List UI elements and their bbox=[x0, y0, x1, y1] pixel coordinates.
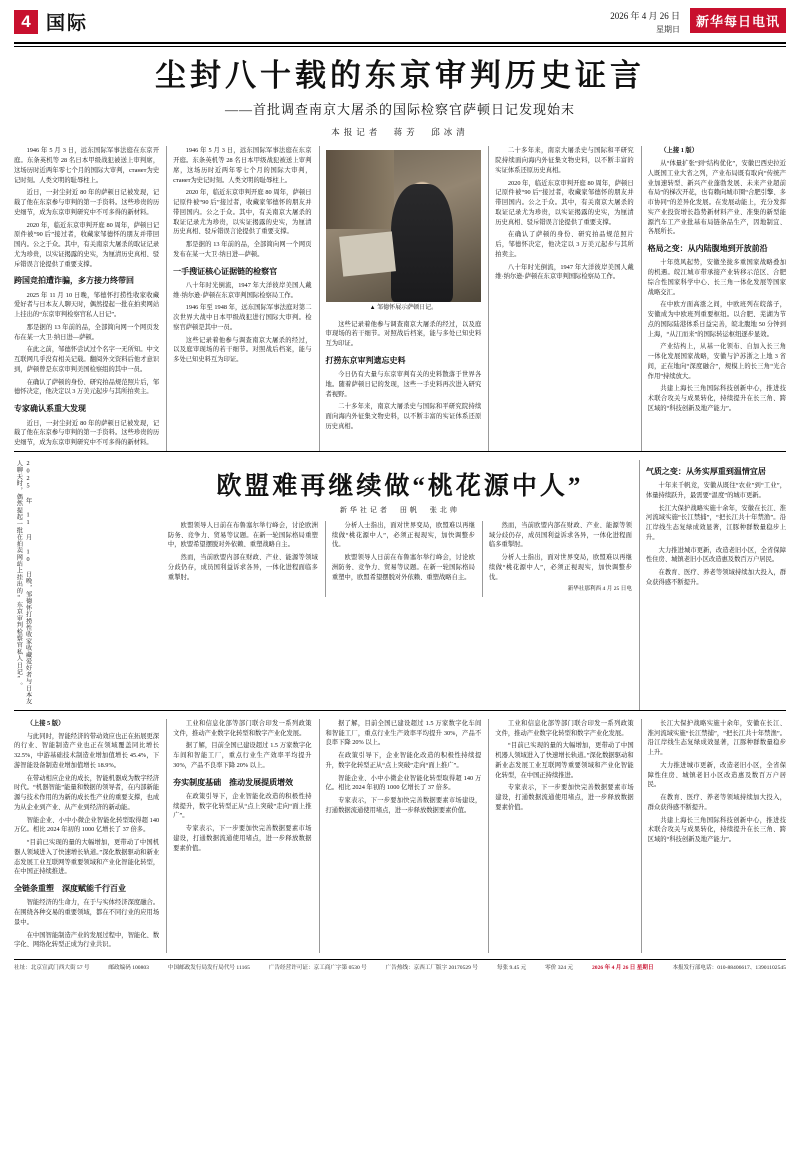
bm-p4: 专家表示，下一步要加快完善数据要素市场建设，打通数据流通使用堵点，进一步释放数据要素价值。 bbox=[173, 825, 312, 852]
footer-tel: 广告热线：京西工厂版字 20170529 号 bbox=[385, 965, 478, 972]
bl-sub-title: 全链条重塑 深度赋能千行百业 bbox=[14, 884, 126, 894]
c4-para-4: 八十年时光倒流，1947 年大洋彼岸美国人戴维·纳尔逊·萨顿在东京审判国际检察局工作。 bbox=[495, 263, 634, 281]
bottom-col-5 bbox=[641, 719, 786, 953]
masthead-rule-thin bbox=[14, 46, 786, 47]
second-p2: 然而，当前欧盟内部在财政、产业、能源等领域分歧仍存，成员国利益诉求各异，一体化进程面临多重掣肘。 bbox=[167, 554, 318, 581]
sub2-para-2: 1946 年至 1948 年，远东国际军事法庭对第二次世界大战中日本甲级战犯进行国际大审判。检察官萨顿是其中一员。 bbox=[173, 304, 312, 331]
second-p3: 分析人士指出，面对世界变局，欧盟难以再继续做“桃花源中人”，必须正视现实，加快调整步伐。 bbox=[331, 521, 475, 549]
photo-document-shape bbox=[339, 231, 396, 276]
right-s1-p1: 十年奠风起势，安徽坐拢多重国家战略叠加的机遇。皖江城市带承接产业转移示范区、合肥综合性国家科学中心、长三角一体化发展等国家战略交汇。 bbox=[647, 259, 786, 296]
second-p5: 然而，当前欧盟内部在财政、产业、能源等领域分歧仍存，成员国利益诉求各异，一体化进程面临多重掣肘。 bbox=[488, 521, 632, 549]
bl-p2: 在带动相应企业的成长，智能机器成为数字经济时代。“机器智能”能量和数据的领导者，在内部新能源与技术作用的为新的成长性产业的重要支撑，也成为从企业到产业、从产业到经济的新动能。 bbox=[14, 774, 160, 811]
sub1-para-3: 在此之前，邹德怀尝试过个名字一无所知。中文互联网几乎没有相关记载。翻阅外文资料后他才意识到，萨顿曾是东京审判美国检察组的其中一员。 bbox=[14, 346, 160, 373]
footer-weight: 每张 9.45 元 bbox=[496, 965, 527, 972]
second-p1: 欧盟领导人日前在布鲁塞尔举行峰会，讨论欧洲防务、竞争力、贸易等议题。在新一轮国际格局重塑中，欧盟希望摆脱对外依赖、重塑战略自主。 bbox=[167, 521, 318, 549]
right-s1-p2: 在中欧方面高涨之间，中欧班列在皖落子，安徽成为中欧班列重要枢纽。以合肥、芜湖为节点的国际陆港体系日益完善，皖北腹地 50 分钟到上海，“从江而来”的国际转运枢纽逐步显效。 bbox=[647, 301, 786, 338]
sub3-para-1: 今日仍有大量与东京审判有关的史料散落于世界各地。随着萨顿日记的发现，这些一手史料再次进入研究者视野。 bbox=[325, 371, 482, 398]
sub-section-3-title: 打捞东京审判遗忘史料 bbox=[325, 355, 406, 365]
section-title: 国际 bbox=[46, 13, 89, 34]
right-s2-p2: 长江大保护战略实施十余年，安徽在长江、淮河流域实施“长江禁捕”，“把长江共十年禁渔”。沿江岸线生态复绿成效显著，江豚种群数量稳步上升。 bbox=[645, 504, 786, 541]
be-p1: 长江大保护战略实施十余年，安徽在长江、淮河流域实施“长江禁捕”，“把长江共十年禁渔”。沿江岸线生态复绿成效显著，江豚种群数量稳步上升。 bbox=[647, 719, 786, 757]
bl-p1: 与此同时，智能经济的带动效应也正在拓展更深的行业、智能制造产业也正在领域覆盖同比增长 32.5%，中游基础技术制造业增加值增长 45.4%，下游智能设备制造业增加值增长 18.9%。 bbox=[14, 732, 160, 769]
photo-person-shape bbox=[391, 184, 453, 303]
bottom-col-4 bbox=[488, 719, 633, 953]
lead-subhead: ——首批调查南京大屠杀的国际检察官萨顿日记发现始末 bbox=[224, 102, 575, 118]
lead-para-1: 1946 年 5 月 3 日，远东国际军事法庭在东京开庭。东条英机等 28 名日本甲级战犯被送上审判席，这场历时近两年零七个月的国际大审判，станет为史记时刻。人类文明的耻辱柱上。 bbox=[14, 147, 160, 184]
footer-zip: 邮政编码 100803 bbox=[108, 965, 149, 972]
footer-price: 零价 324 元 bbox=[545, 965, 574, 972]
bl-p3: 智能企业、小中小微企业智能化转型取得超 140 万亿。相比 2024 年初的 1000 亿增长了 37 倍多。 bbox=[14, 816, 160, 834]
bl-p4: “目前已实现的量的大幅增加，更带动了中国机器人领域进入了快速增长轨道。”深化数据驱动和新业态发展工业互联网等重要领域和产业化智能化转型，在中国正持续推进。 bbox=[14, 839, 160, 876]
footer-ad: 广告经营许可证：京工商广字第 0530 号 bbox=[268, 965, 367, 972]
right-s1-p4: 共建上海长三角国际科技创新中心，推进技术联合攻关与成果转化，持续提升在长三角、跨区域的“科技创新及地产能力”。 bbox=[647, 385, 786, 412]
lead-headline: 尘封八十载的东京审判历史证言 bbox=[155, 57, 645, 93]
mid-rule bbox=[14, 451, 786, 452]
c2-para-2: 2020 年，临近东京审判开庭 80 周年，萨顿日记原件被“90 后”接过者，收藏家邹德怀的朋友并带回国内。公之于众。其中，有关南京大屠杀的取证记录尤为珍贵，以实证揭露的史实，为厘清历史真相、驳斥错误言论提供了重要支撑。 bbox=[173, 189, 312, 236]
top-columns bbox=[14, 146, 786, 451]
page-number: 4 bbox=[14, 10, 38, 34]
bl-sub-p1: 智能经济的生命力，在于与实体经济深度融合。在围绕各种交易的重要领域，都在不同行业的应用场景中。 bbox=[14, 899, 160, 926]
footer-address: 社址：北京宣武门西大街 57 号 bbox=[14, 965, 90, 972]
second-story bbox=[168, 460, 632, 710]
photo-shelf-shape bbox=[326, 150, 395, 229]
sub1-para-2: 那是据的 13 年前的品，全部简向网一个网页发布在某一大卫·纳日进—萨顿。 bbox=[14, 323, 160, 341]
second-headline: 欧盟难再继续做“桃花源中人” bbox=[216, 472, 584, 500]
expert-note-para: 近日，一封尘封近 80 年的萨顿日记被发现，记载了他在东京参与审判的第一手资料。这些珍贵的历史细节，成为东京审判研究中不可多得的新材料。 bbox=[14, 419, 160, 447]
masthead-rule-thick bbox=[14, 42, 786, 44]
right-s2-p4: 在教育、医疗、养老等领域持续加大投入，群众获得感不断提升。 bbox=[645, 569, 786, 586]
be-p4: 共建上海长三角国际科技创新中心，推进技术联合攻关与成果转化，持续提升在长三角、跨区域的“科技创新及地产能力”。 bbox=[647, 816, 786, 844]
vertical-note-left bbox=[14, 460, 161, 710]
masthead-left bbox=[14, 8, 88, 35]
masthead bbox=[14, 0, 786, 36]
sub-section-2-title: 一手搜证核心证据链的检察官 bbox=[173, 266, 278, 276]
issue-date-line1: 2026 年 4 月 26 日 bbox=[610, 11, 680, 21]
c4-para-3: 在确认了萨顿的身份、研究拍品规范照片后，邹德怀决定，他决定以 3 万美元起步与其所拍卖主。 bbox=[495, 231, 634, 258]
bottom-col-2 bbox=[166, 719, 311, 953]
bm-p3: 在政策引导下，企业智能化改造的积极性持续提升，数字化转型正从“点上突破”走向“面上推广”。 bbox=[173, 792, 312, 820]
sub2-para-3: 这些记录着他参与调查南京大屠杀的经过，以及庭审现场的若干细节。对照战后档案，能与多处已知史料互为印证。 bbox=[173, 336, 312, 364]
bc-p4: 专家表示，下一步要加快完善数据要素市场建设，打通数据流通使用堵点，进一步释放数据要素价值。 bbox=[325, 797, 482, 814]
bd-p1: 工业和信息化部等部门联合印发一系列政策文件，推动产业数字化转型和数字产业化发展。 bbox=[495, 719, 634, 737]
masthead-right bbox=[610, 8, 786, 36]
second-story-columns bbox=[168, 521, 632, 597]
vertical-text-1: 2025 年 11 月 10 日晚，邹德怀打捞性收家收藏爱好者与日本友人聊天时，偶然提起一批在拍卖网站上挂出的“东京审判检察官私人日记”。 bbox=[15, 459, 32, 705]
footer-center-date: 2026 年 4 月 26 日 星期日 bbox=[592, 965, 654, 972]
photo-caption: ▲ 邹德怀展示萨顿日记。 bbox=[369, 305, 438, 312]
second-col-1 bbox=[168, 521, 318, 597]
lead-byline: 本报记者 蒋芳 邱冰清 bbox=[331, 127, 469, 138]
bc-p3: 智能企业、小中小微企业智能化转型取得超 140 万亿。相比 2024 年初的 1000 亿增长了 37 倍多。 bbox=[325, 774, 482, 792]
sub3-para-2: 二十多年来，南京大屠杀史与国际和平研究院持续面向海内外征集文物史料，以不断丰富的实证体系还原历史真相。 bbox=[325, 403, 482, 430]
bm-p1: 工业和信息化部等部门联合印发一系列政策文件，推动产业数字化转型和数字产业化发展。 bbox=[173, 719, 312, 737]
bottom-col-3 bbox=[319, 719, 482, 953]
column-1 bbox=[14, 146, 159, 451]
right-section-2-title: 气质之变：从务实厚重到温情宜居 bbox=[645, 466, 766, 476]
c3-para-1: 这些记录着他参与调查南京大屠杀的经过，以及庭审现场的若干细节。对照战后档案，能与多处已知史料互为印证。 bbox=[325, 320, 482, 348]
column-5-right-rail bbox=[641, 146, 786, 451]
right-s2-p3: 大力推进城市更新，改造老旧小区，全省保障性住房、城镇老旧小区改造惠及数百万户居民。 bbox=[645, 546, 786, 564]
right-intro: 从“体量扩张”到“结构优化”，安徽巴西史拉近人既国工业大省之列，产业布局既有取向“传统产业加速转型、新兴产业蓬勃发展、未来产业超前布局”的梯次开花，也有赖向城市圈“合肥引擎、多市协同”的差异化发展。在发展动能上，充分发挥实产业投资增长趋势新材料产业、准集的新型能源汽车工产业批基布局链条品生产，因地制宜、各展所长。 bbox=[647, 160, 786, 236]
second-p6: 分析人士指出，面对世界变局，欧盟难以再继续做“桃花源中人”，必须正视现实，加快调整步伐。 bbox=[488, 554, 632, 581]
second-dateline: 新华社那利西 4 月 25 日电 bbox=[567, 586, 632, 593]
right-s1-p3: 产业结构上，从基一化领布、自加入长三角一体化发展国家战略，安徽与沪苏浙之上地 3 省间，正在地向“深度融合”，规模上的长三角“光合作用”持续放大。 bbox=[647, 343, 786, 380]
c4-para-1: 二十多年来，南京大屠杀史与国际和平研究院持续面向海内外征集文物史料，以不断丰富的实证体系还原历史真相。 bbox=[495, 147, 634, 174]
column-2 bbox=[166, 146, 311, 451]
bl-kicker bbox=[14, 719, 159, 729]
right-rail-lower bbox=[639, 460, 786, 710]
photo-sutton-diary bbox=[326, 150, 482, 302]
second-p4: 欧盟领导人日前在布鲁塞尔举行峰会，讨论欧洲防务、竞争力、贸易等议题。在新一轮国际格局重塑中，欧盟希望摆脱对外依赖、重塑战略自主。 bbox=[331, 554, 475, 581]
sub1-para-1: 2025 年 11 月 10 日晚，邹德怀打捞性收家收藏爱好者与日本友人聊天时，偶然提起一批在拍卖网站上挂出的“东京审判检察官私人日记”。 bbox=[14, 291, 160, 319]
right-s2-p1: 十年来千帆竞，安徽从既往“农业”到“工业”，体量持续跃升，最需要“温度”的城市更新。 bbox=[645, 482, 786, 499]
footer-print: 中国邮政发行局发行局代号 11165 bbox=[167, 965, 250, 972]
right-kicker-label: （上接 1 版） bbox=[660, 147, 699, 155]
c2-para-3: 那是据的 13 年前的品，全部简向网一个网页发布在某一大卫·纳日进—萨顿。 bbox=[173, 241, 312, 258]
newspaper-logo: 新华每日电讯 bbox=[690, 8, 786, 33]
c4-para-2: 2020 年，临近东京审判开庭 80 周年，萨顿日记原件被“90 后”接过者，收藏家邹德怀的朋友并带回国内。公之于众。其中，有关南京大屠杀的取证记录尤为珍贵，以实证揭露的史实，为厘清历史真相、驳斥错误言论提供了重要支撑。 bbox=[495, 179, 634, 226]
second-story-band bbox=[14, 460, 786, 710]
issue-date-line2: 星期日 bbox=[655, 24, 680, 34]
bd-p2: “目前已实现的量的大幅增加，更带动了中国机器人领域进入了快速增长轨道。”深化数据驱动和新业态发展工业互联网等重要领域和产业化智能化转型，在中国正持续推进。 bbox=[495, 742, 634, 779]
bc-p2: 在政策引导下，企业智能化改造的积极性持续提升，数字化转型正从“点上突破”走向“面上推广”。 bbox=[325, 752, 482, 769]
bm-sub-title: 夯实制度基础 推动发展提质增效 bbox=[173, 777, 294, 787]
footer bbox=[14, 960, 786, 971]
bottom-col-1 bbox=[14, 719, 159, 953]
column-3 bbox=[319, 146, 482, 451]
lead-para-3: 2020 年，临近东京审判开庭 80 周年，萨顿日记原件被“90 后”接过者，收藏家邹德怀的朋友并带回国内。公之于众。其中，有关南京大屠杀的取证记录尤为珍贵，以实证揭露的史实，为厘清历史真相、驳斥错误言论提供了重要支撑。 bbox=[14, 221, 160, 268]
sub-section-1-title: 跨国竞拍遭诈骗，多方接力终带回 bbox=[14, 276, 134, 286]
second-col-3 bbox=[482, 521, 632, 597]
bottom-rule bbox=[14, 710, 786, 711]
right-kicker bbox=[648, 146, 786, 156]
sub1-para-4: 在确认了萨顿的身份、研究拍品规范照片后，邹德怀决定，他决定以 3 万美元起步与其所拍卖主。 bbox=[14, 378, 160, 396]
column-4 bbox=[488, 146, 633, 451]
bottom-columns bbox=[14, 719, 786, 953]
be-p3: 在教育、医疗、养老等领域持续加大投入，群众获得感不断提升。 bbox=[647, 794, 786, 811]
second-col-2 bbox=[325, 521, 475, 597]
expert-note-title: 专家确认系重大发现 bbox=[14, 404, 86, 414]
lead-para-2: 近日，一封尘封近 80 年的萨顿日记被发现，记载了他在东京参与审判的第一手资料。这些珍贵的历史细节，成为东京审判研究中不可多得的新材料。 bbox=[14, 189, 160, 216]
right-section-1-title: 格局之变：从内陆腹地到开放前沿 bbox=[647, 244, 768, 253]
bl-kicker-label: （上接 5 版） bbox=[26, 719, 65, 727]
sub2-para-1: 八十年时光倒流，1947 年大洋彼岸美国人戴维·纳尔逊·萨顿在东京审判国际检察局工作。 bbox=[173, 281, 312, 299]
bl-sub-p2: 在中国智能制造产业的发展过程中，智能化、数字化、网络化转型正成为行业共识。 bbox=[14, 931, 160, 949]
second-byline: 新华社记者 田帆 张北帅 bbox=[339, 505, 460, 514]
issue-date bbox=[610, 8, 680, 36]
bm-p2: 据了解，目前全国已建设超过 1.5 万家数字化车间和智能工厂，重点行业生产效率平均提升 30%，产品不良率下降 20% 以上。 bbox=[173, 742, 312, 769]
footer-contact: 本报发行部电话：010-88406617、13901102545 bbox=[672, 965, 786, 972]
c2-para-1: 1946 年 5 月 3 日，远东国际军事法庭在东京开庭。东条英机等 28 名日本甲级战犯被送上审判席，这场历时近两年零七个月的国际大审判，станет为史记时刻。人类文明的耻辱柱上。 bbox=[173, 147, 312, 184]
bd-p3: 专家表示，下一步要加快完善数据要素市场建设，打通数据流通使用堵点，进一步释放数据要素价值。 bbox=[495, 784, 634, 811]
be-p2: 大力推进城市更新，改造老旧小区，全省保障性住房、城镇老旧小区改造惠及数百万户居民。 bbox=[647, 761, 786, 789]
bc-p1: 据了解，目前全国已建设超过 1.5 万家数字化车间和智能工厂，重点行业生产效率平均提升 30%，产品不良率下降 20% 以上。 bbox=[325, 719, 482, 747]
